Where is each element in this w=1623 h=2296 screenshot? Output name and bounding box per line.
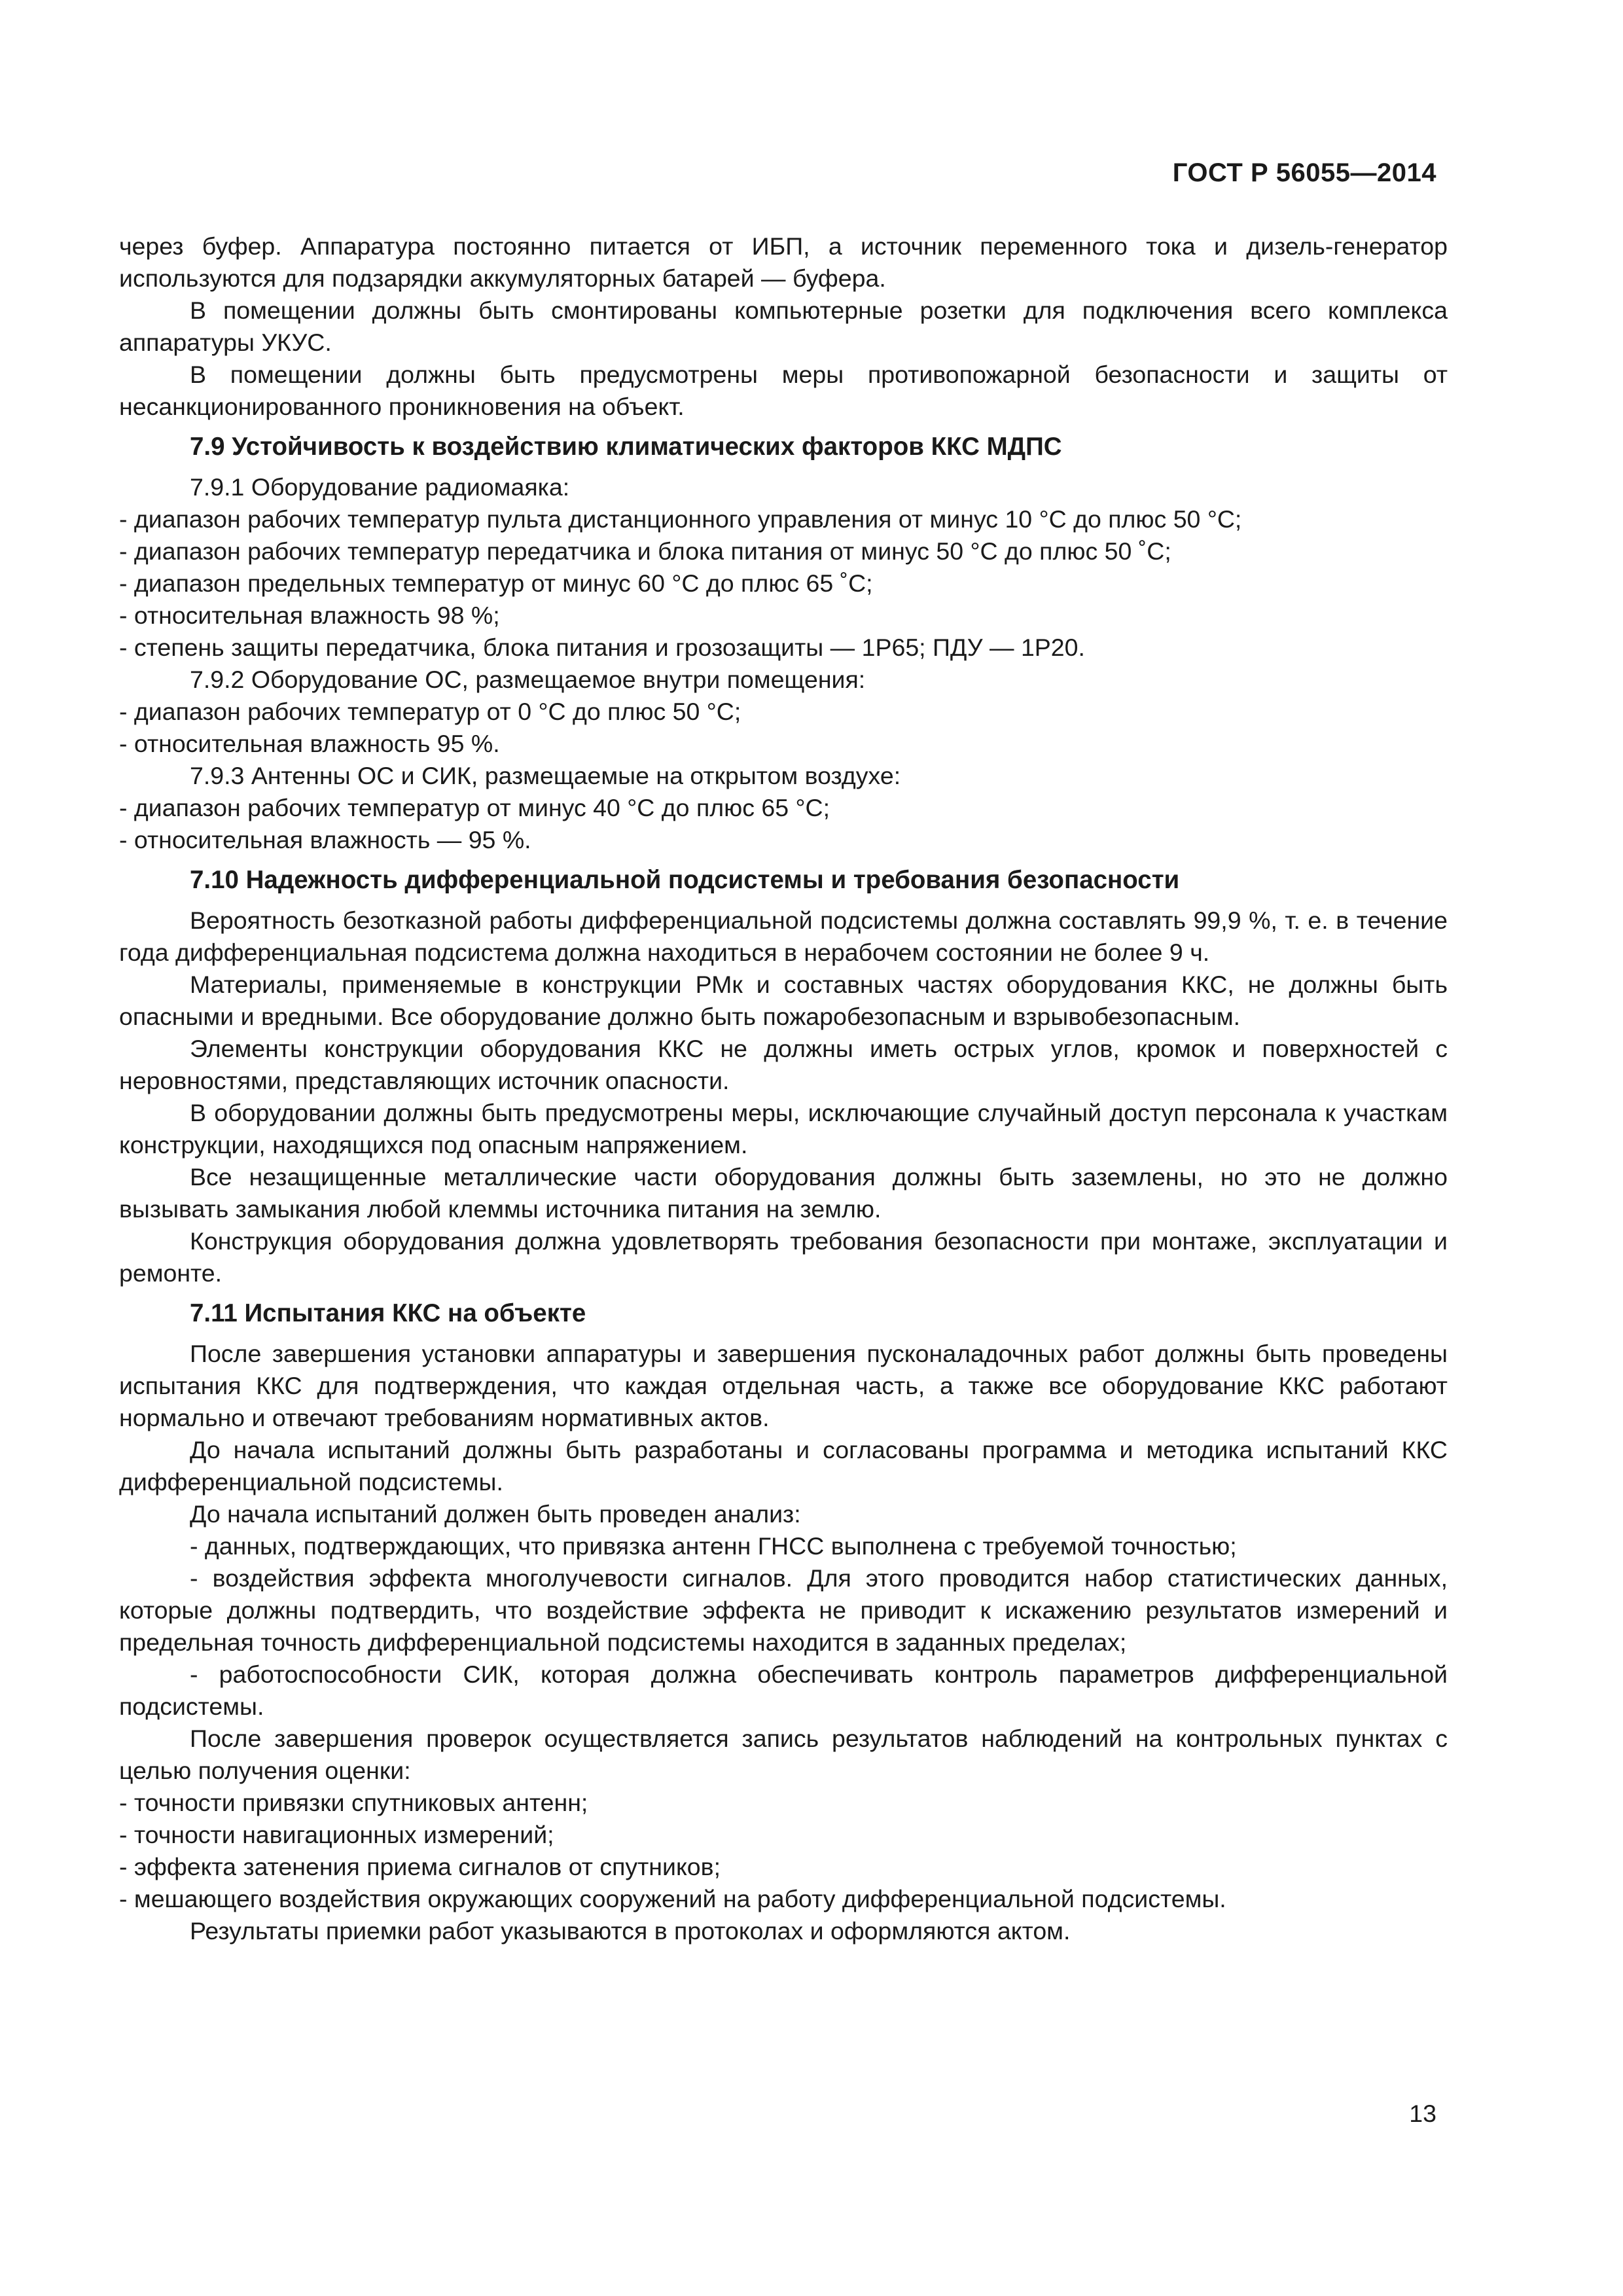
list-item: - точности навигационных измерений; [119,1821,554,1848]
list-item: - мешающего воздействия окружающих сооружений на работу дифференциальной подсистемы. [119,1885,1226,1912]
document-body [119,230,1448,1947]
list-item: - работоспособности СИК, которая должна обеспечивать контроль параметров дифференциальной подсистемы. [119,1660,1448,1720]
list-item: - диапазон рабочих температур от 0 °С до плюс 50 °С; [119,698,741,725]
subsection-title: 7.9.2 Оборудование ОС, размещаемое внутри помещения: [190,666,866,693]
list-item: - воздействия эффекта многолучевости сигналов. Для этого проводится набор статистических данных, которые должны подтвердить, что воздействие эффекта не приводит к искажению результатов измерений и предельная точность дифференциальной подсистемы находится в заданных пределах; [119,1564,1448,1656]
body-paragraph: Конструкция оборудования должна удовлетворять требования безопасности при монтаже, эксплуатации и ремонте. [119,1227,1448,1287]
body-paragraph: В оборудовании должны быть предусмотрены меры, исключающие случайный доступ персонала к участкам конструкции, находящихся под опасным напряжением. [119,1099,1448,1158]
section-heading-7-11: 7.11 Испытания ККС на объекте [190,1299,586,1327]
list-item: - данных, подтверждающих, что привязка антенн ГНСС выполнена с требуемой точностью; [190,1532,1237,1560]
body-paragraph: Материалы, применяемые в конструкции РМк и составных частях оборудования ККС, не должны быть опасными и вредными. Все оборудование должно быть пожаробезопасным и взрывобезопасным. [119,971,1448,1030]
document-code: ГОСТ Р 56055—2014 [1172,158,1436,187]
body-paragraph: Результаты приемки работ указываются в протоколах и оформляются актом. [190,1917,1071,1945]
body-paragraph: В помещении должны быть предусмотрены меры противопожарной безопасности и защиты от несанкционированного проникновения на объект. [119,361,1448,420]
body-paragraph: Элементы конструкции оборудования ККС не должны иметь острых углов, кромок и поверхностей с неровностями, представляющих источник опасности. [119,1035,1448,1094]
list-item: - диапазон предельных температур от минус 60 °С до плюс 65 ˚С; [119,569,873,597]
list-item: - относительная влажность 95 %. [119,730,500,757]
body-paragraph: Вероятность безотказной работы дифференциальной подсистемы должна составлять 99,9 %, т. е. в течение года дифференциальная подсистема должна находиться в нерабочем состоянии не более 9 ч. [119,906,1448,966]
list-item: - относительная влажность — 95 %. [119,826,531,853]
page-number: 13 [1409,2100,1436,2127]
body-paragraph: Все незащищенные металлические части оборудования должны быть заземлены, но это не должно вызывать замыкания любой клеммы источника питания на землю. [119,1163,1448,1223]
list-item: - диапазон рабочих температур передатчика и блока питания от минус 50 °С до плюс 50 ˚С; [119,537,1171,565]
body-paragraph: До начала испытаний должен быть проведен анализ: [190,1500,801,1528]
body-paragraph: После завершения проверок осуществляется запись результатов наблюдений на контрольных пунктах с целью получения оценки: [119,1725,1448,1784]
list-item: - эффекта затенения приема сигналов от спутников; [119,1853,721,1880]
section-heading-7-9: 7.9 Устойчивость к воздействию климатических факторов ККС МДПС [190,433,1062,461]
list-item: - диапазон рабочих температур от минус 40 °С до плюс 65 °С; [119,794,830,821]
body-paragraph: После завершения установки аппаратуры и завершения пусконаладочных работ должны быть проведены испытания ККС для подтверждения, что каждая отдельная часть, а также все оборудование ККС работают нормально и отвечают требованиям нормативных актов. [119,1340,1448,1431]
body-paragraph: через буфер. Аппаратура постоянно питается от ИБП, а источник переменного тока и дизель-генератор используются для подзарядки аккумуляторных батарей — буфера. [119,232,1448,292]
section-heading-7-10: 7.10 Надежность дифференциальной подсистемы и требования безопасности [190,866,1180,894]
subsection-title: 7.9.1 Оборудование радиомаяка: [190,473,570,501]
list-item: - относительная влажность 98 %; [119,601,500,629]
list-item: - диапазон рабочих температур пульта дистанционного управления от минус 10 °С до плюс 50 °С; [119,505,1242,533]
body-paragraph: До начала испытаний должны быть разработаны и согласованы программа и методика испытаний ККС дифференциальной подсистемы. [119,1436,1448,1496]
body-paragraph: В помещении должны быть смонтированы компьютерные розетки для подключения всего комплекса аппаратуры УКУС. [119,296,1448,356]
list-item: - точности привязки спутниковых антенн; [119,1789,588,1816]
list-item: - степень защиты передатчика, блока питания и грозозащиты — 1Р65; ПДУ — 1Р20. [119,634,1085,661]
subsection-title: 7.9.3 Антенны ОС и СИК, размещаемые на открытом воздухе: [190,762,901,789]
